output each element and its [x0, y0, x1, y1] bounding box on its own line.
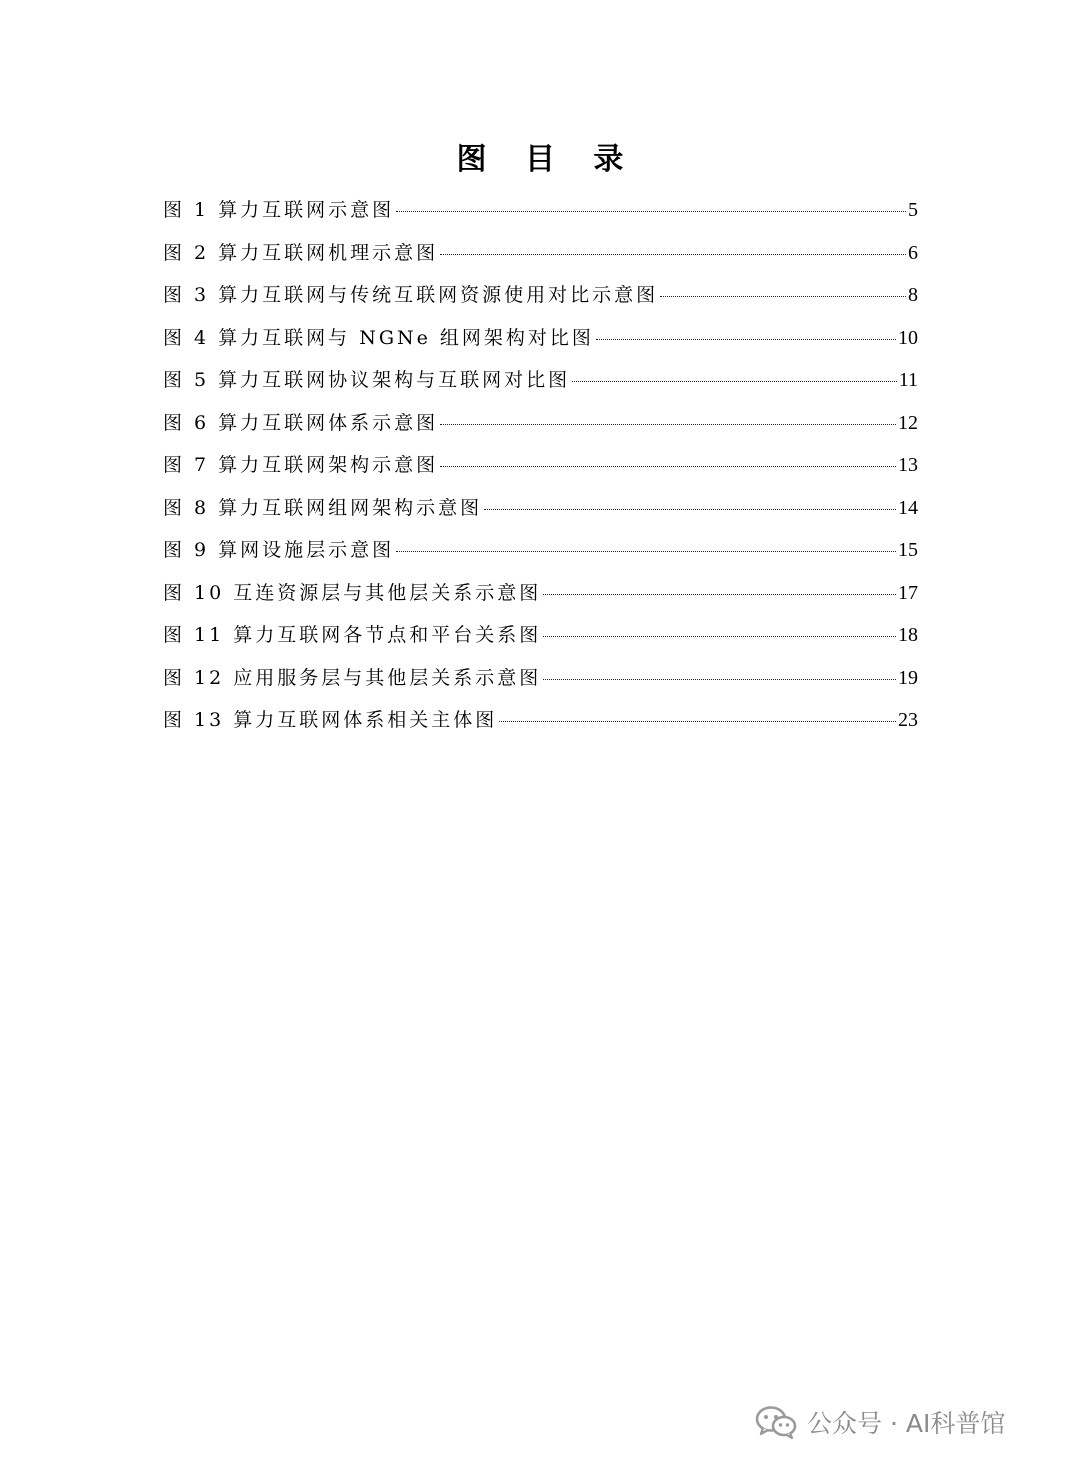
toc-dot-leader — [484, 509, 896, 510]
toc-page-number: 10 — [898, 326, 918, 349]
toc-page-number: 19 — [898, 666, 918, 689]
toc-entry[interactable] — [163, 614, 918, 657]
toc-page-number: 5 — [908, 199, 918, 221]
figure-table-of-contents — [163, 189, 918, 742]
watermark — [755, 1402, 1005, 1442]
watermark-text: 公众号 · AI科普馆 — [807, 1409, 1006, 1438]
toc-entry-label: 图 3 算力互联网与传统互联网资源使用对比示意图 — [163, 284, 659, 306]
toc-page-number: 15 — [898, 539, 918, 561]
toc-entry[interactable] — [163, 359, 918, 402]
toc-entry[interactable] — [163, 657, 918, 700]
toc-entry-label: 图 8 算力互联网组网架构示意图 — [163, 496, 483, 519]
toc-entry[interactable] — [163, 444, 918, 487]
toc-entry-label: 图 1 算力互联网示意图 — [163, 199, 395, 221]
toc-page-number: 11 — [898, 369, 918, 391]
toc-dot-leader — [543, 679, 896, 680]
toc-entry[interactable] — [163, 572, 918, 615]
toc-entry[interactable] — [163, 529, 918, 572]
toc-entry[interactable] — [163, 232, 918, 275]
toc-page-number: 23 — [898, 709, 918, 731]
toc-entry-label: 图 9 算网设施层示意图 — [163, 539, 395, 561]
toc-dot-leader — [572, 381, 897, 382]
toc-page-number: 14 — [898, 496, 918, 519]
toc-page-number: 12 — [898, 411, 918, 434]
toc-entry-label: 图 7 算力互联网架构示意图 — [163, 454, 439, 476]
toc-page-number: 17 — [898, 581, 918, 604]
toc-dot-leader — [543, 594, 896, 595]
page-title: 图 目 录 — [456, 142, 638, 177]
toc-entry-label: 图 2 算力互联网机理示意图 — [163, 241, 439, 264]
toc-page-number: 8 — [908, 284, 918, 306]
toc-page-number: 13 — [898, 454, 918, 476]
toc-entry-label: 图 6 算力互联网体系示意图 — [163, 411, 439, 434]
toc-entry-label: 图 5 算力互联网协议架构与互联网对比图 — [163, 369, 571, 391]
toc-entry[interactable] — [163, 402, 918, 445]
toc-entry-label: 图 4 算力互联网与 NGNe 组网架构对比图 — [163, 326, 594, 349]
toc-entry-label: 图 12 应用服务层与其他层关系示意图 — [163, 666, 542, 689]
wechat-icon — [755, 1405, 797, 1439]
toc-entry-label: 图 13 算力互联网体系相关主体图 — [163, 709, 498, 731]
toc-dot-leader — [396, 211, 906, 212]
toc-dot-leader — [440, 424, 896, 425]
toc-entry[interactable] — [163, 189, 918, 232]
toc-entry[interactable] — [163, 274, 918, 317]
toc-dot-leader — [543, 636, 896, 637]
toc-dot-leader — [660, 296, 906, 297]
toc-dot-leader — [440, 254, 906, 255]
toc-page-number: 6 — [908, 241, 918, 264]
toc-entry[interactable] — [163, 487, 918, 530]
toc-entry[interactable] — [163, 699, 918, 742]
toc-entry[interactable] — [163, 317, 918, 360]
toc-entry-label: 图 11 算力互联网各节点和平台关系图 — [163, 624, 542, 646]
toc-dot-leader — [596, 339, 896, 340]
toc-dot-leader — [499, 721, 896, 722]
toc-page-number: 18 — [898, 624, 918, 646]
toc-entry-label: 图 10 互连资源层与其他层关系示意图 — [163, 581, 542, 604]
toc-dot-leader — [440, 466, 896, 467]
toc-dot-leader — [396, 551, 896, 552]
